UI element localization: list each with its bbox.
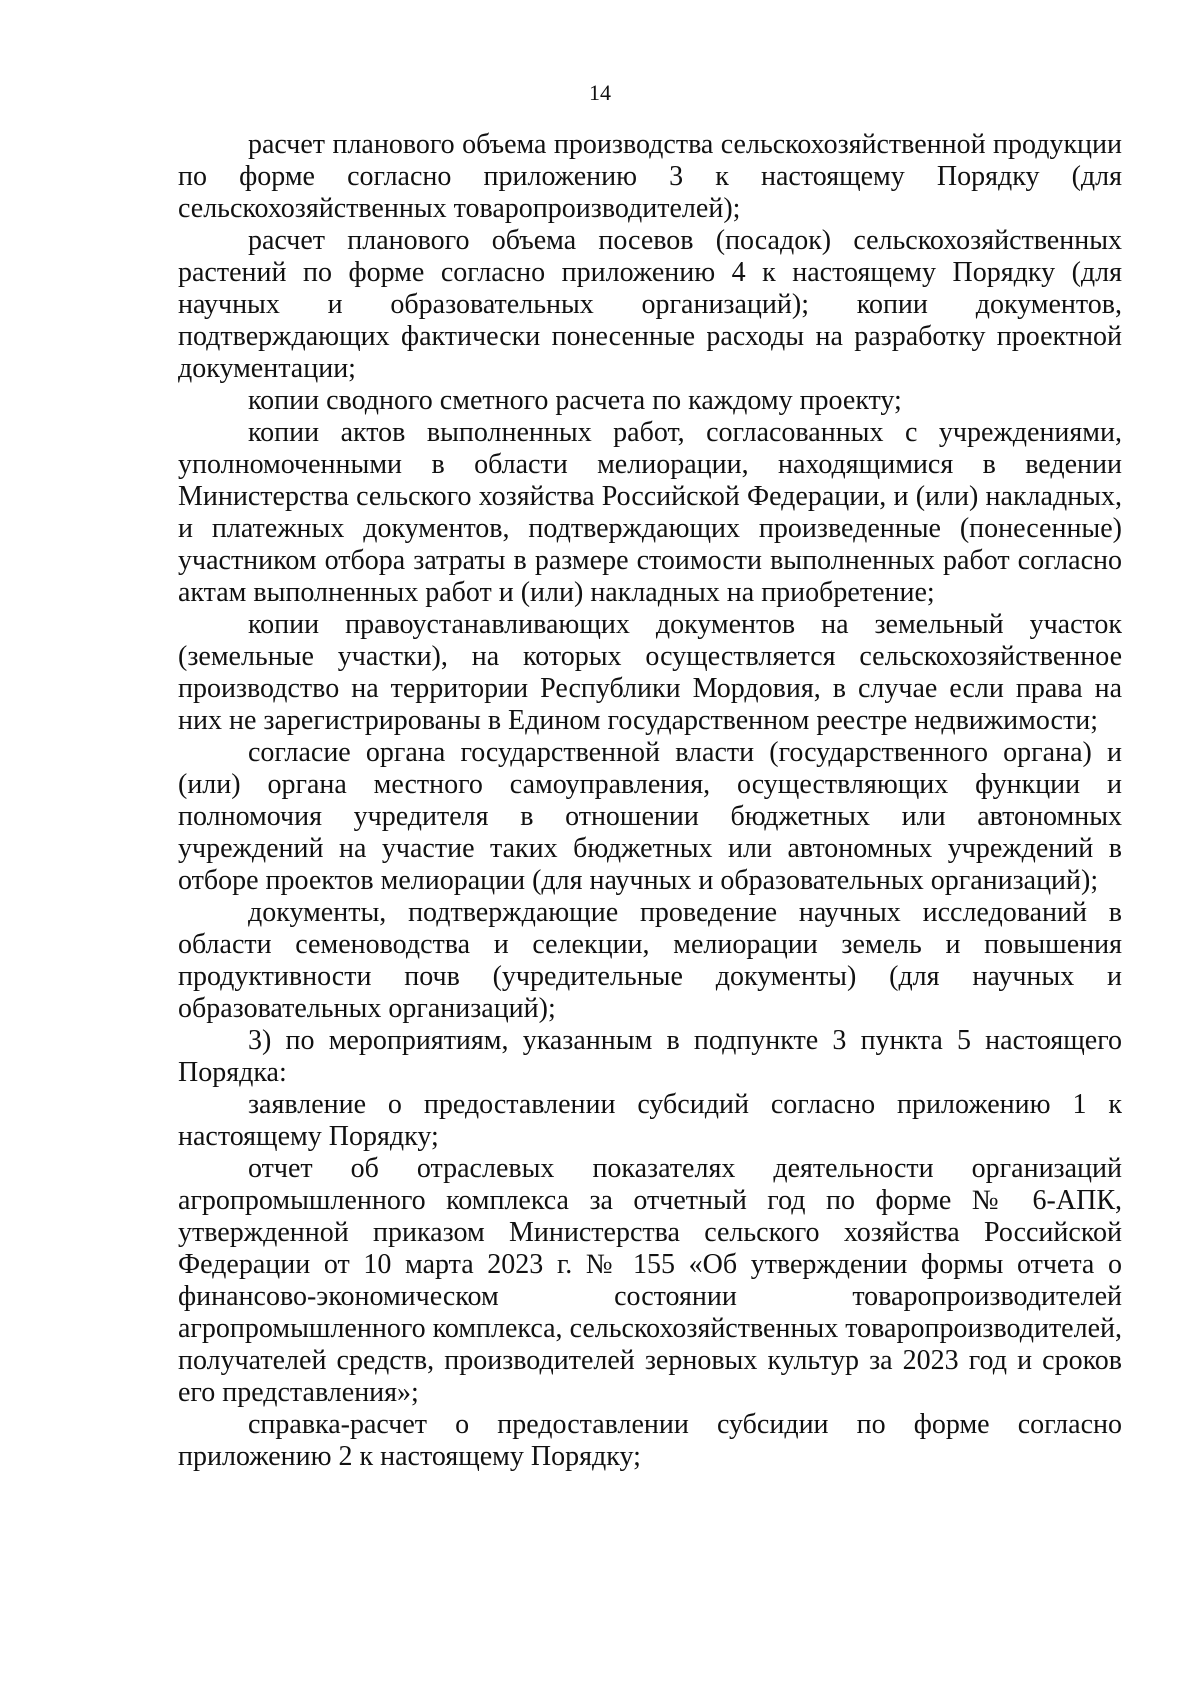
- page-number: 14: [589, 80, 611, 105]
- document-body: [178, 129, 1122, 1473]
- paragraph-research-documents: документы, подтверждающие проведение научных исследований в области семеноводства и селекции, мелиорации земель и повышения продуктивности почв (учредительные документы) (для научных и образовательных организаций);: [178, 897, 1122, 1024]
- paragraph-planned-production-volume: расчет планового объема производства сельскохозяйственной продукции по форме согласно приложению 3 к настоящему Порядку (для сельскохозяйственных товаропроизводителей);: [178, 129, 1122, 224]
- paragraph-estimate-copies: копии сводного сметного расчета по каждому проекту;: [248, 385, 902, 416]
- paragraph-land-title-documents: копии правоустанавливающих документов на земельный участок (земельные участки), на которых осуществляется сельскохозяйственное производство на территории Республики Мордовия, в случае если права на них не зарегистрированы в Едином государственном реестре недвижимости;: [178, 609, 1122, 736]
- paragraph-subitem-3-heading: 3) по мероприятиям, указанным в подпункте 3 пункта 5 настоящего Порядка:: [178, 1025, 1122, 1088]
- paragraph-subsidy-application: заявление о предоставлении субсидий согласно приложению 1 к настоящему Порядку;: [178, 1089, 1122, 1152]
- paragraph-authority-consent: согласие органа государственной власти (государственного органа) и (или) органа местного самоуправления, осуществляющих функции и полномочия учредителя в отношении бюджетных или автономных учреждений на участие таких бюджетных или автономных учреждений в отборе проектов мелиорации (для научных и образовательных организаций);: [178, 737, 1122, 896]
- paragraph-calculation-certificate: справка-расчет о предоставлении субсидии по форме согласно приложению 2 к настоящему Порядку;: [178, 1409, 1122, 1472]
- paragraph-6-apk-report: отчет об отраслевых показателях деятельности организаций агропромышленного комплекса за отчетный год по форме № 6-АПК, утвержденной приказом Министерства сельского хозяйства Российской Федерации от 10 марта 2023 г. № 155 «Об утверждении формы отчета о финансово-экономическом состоянии товаропроизводителей агропромышленного комплекса, сельскохозяйственных товаропроизводителей, получателей средств, производителей зерновых культур за 2023 год и сроков его представления»;: [178, 1153, 1122, 1408]
- paragraph-planned-sowing-volume: расчет планового объема посевов (посадок) сельскохозяйственных растений по форме согласно приложению 4 к настоящему Порядку (для научных и образовательных организаций); копии документов, подтверждающих фактически понесенные расходы на разработку проектной документации;: [178, 225, 1122, 384]
- paragraph-completed-works-acts: копии актов выполненных работ, согласованных с учреждениями, уполномоченными в области мелиорации, находящимися в ведении Министерства сельского хозяйства Российской Федерации, и (или) накладных, и платежных документов, подтверждающих произведенные (понесенные) участником отбора затраты в размере стоимости выполненных работ согласно актам выполненных работ и (или) накладных на приобретение;: [178, 417, 1122, 608]
